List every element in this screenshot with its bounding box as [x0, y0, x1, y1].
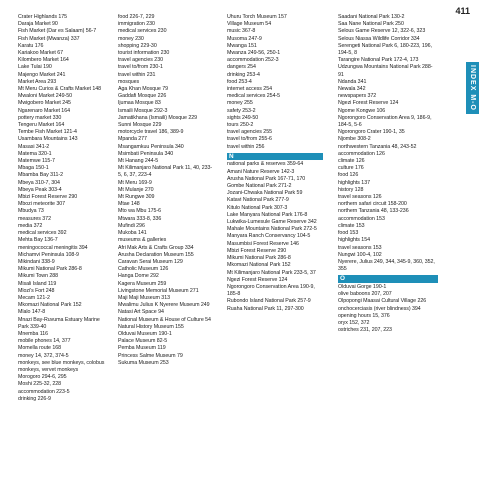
index-entry[interactable]: mobile phones 14, 377	[18, 338, 71, 345]
index-entry[interactable]: Mpanda 277	[118, 136, 147, 143]
index-column-3	[227, 14, 323, 313]
index-entry[interactable]: Mnemba 116	[18, 330, 49, 337]
index-entry[interactable]: Sunni Mosque 229	[118, 122, 162, 129]
index-entry[interactable]: medical services 254-5	[227, 93, 281, 100]
index-entry[interactable]: Mt Meru Curios & Crafts Market 148	[18, 86, 102, 93]
index-entry[interactable]: Afri Mak Arts & Crafts Group 334	[118, 244, 194, 251]
index-entry[interactable]: Mwalimu Julius K Nyerere Museum 249	[118, 302, 210, 309]
index-entry[interactable]: Karatu 176	[18, 42, 44, 49]
index-entry[interactable]: Mbozi meteorite 307	[18, 201, 66, 208]
index-entry[interactable]: medical services 230	[118, 28, 167, 35]
index-entry[interactable]: Gombe National Park 271-2	[227, 183, 292, 190]
index-entry[interactable]: Mbizi Forest Reserve 290	[227, 247, 287, 254]
index-entry[interactable]: accommodation 252-3	[227, 57, 279, 64]
index-entry[interactable]: National Museum & House of Culture 54	[118, 316, 211, 323]
index-entry[interactable]: Olduvai Gorge 190-1	[338, 283, 387, 290]
index-entry[interactable]: travel agencies 230	[118, 57, 163, 64]
index-entry[interactable]: Fish Market (Mwanza) 337	[18, 35, 80, 42]
index-entry[interactable]: Mbeya Peak 303-4	[18, 186, 62, 193]
index-entry[interactable]: Kitulo National Park 307-3	[227, 204, 288, 211]
index-entry[interactable]: media 372	[18, 222, 43, 229]
index-entry[interactable]: measures 372	[18, 215, 51, 222]
index-entry[interactable]: Njombe 308-2	[338, 136, 371, 143]
index-entry[interactable]: Saadani National Park 130-2	[338, 14, 405, 20]
index-entry[interactable]: travel agencies 255	[227, 129, 272, 136]
index-entry[interactable]: music 367-8	[227, 28, 256, 35]
index-entry[interactable]: Serengeti National Park 6, 180-223, 196, 194-5, 8	[338, 42, 432, 57]
index-entry[interactable]: Mt Mulanje 270	[118, 186, 154, 193]
index-entry[interactable]: Mt Kilimanjaro National Park 233-5, 37	[227, 269, 316, 276]
index-entry[interactable]: Matemwe 115-7	[18, 158, 55, 165]
index-entry[interactable]: museums & galleries	[118, 237, 167, 244]
index-entry[interactable]: Ngome Kongwe 106	[338, 107, 386, 114]
index-entry[interactable]: Mt Meru 169-9	[118, 179, 152, 186]
index-entry[interactable]: Masasi 341-2	[18, 143, 50, 150]
index-section-letter: N	[227, 153, 323, 161]
index-entry[interactable]: Momella route 168	[18, 345, 62, 352]
index-entry[interactable]: Mikumi Town 288	[18, 273, 59, 280]
index-entry[interactable]: northern Tanzania 48, 133-236	[338, 208, 409, 215]
index-entry[interactable]: Selous Niassa Wildlife Corridor 334	[338, 35, 420, 42]
index-entry[interactable]: national parks & reserves 359-64	[227, 161, 304, 168]
index-entry[interactable]: Mikindani 338-9	[18, 258, 55, 265]
index-entry[interactable]: Jozani-Chwaka National Park 59	[227, 190, 303, 197]
index-entry[interactable]: Sukuma Museum 253	[118, 359, 169, 366]
index-entry[interactable]: food 226-7, 229	[118, 14, 155, 20]
index-entry[interactable]: Tengeru Market 164	[18, 122, 65, 129]
index-entry[interactable]: Mnazi Bay-Ruvuma Estuary Marine Park 339-40	[18, 316, 100, 330]
index-entry[interactable]: Caravan Serai Museum 129	[118, 258, 183, 265]
index-entry[interactable]: history 128	[338, 186, 364, 193]
index-entry[interactable]: Olduvai Museum 190-1	[118, 330, 172, 337]
index-column-2	[118, 14, 214, 367]
index-side-tab[interactable]	[466, 62, 479, 114]
index-entry[interactable]: Msangamkuu Peninsula 340	[118, 143, 184, 150]
index-entry[interactable]: Mikumi National Park 286-8	[18, 266, 82, 273]
index-entry[interactable]: drinking 253-4	[227, 71, 260, 78]
index-entry[interactable]: ostriches 231, 207, 223	[338, 327, 392, 334]
index-entry[interactable]: travel within 231	[118, 71, 156, 78]
index-entry[interactable]: Mlozi's Fort 248	[18, 287, 55, 294]
index-entry[interactable]: Ndanda 341	[338, 78, 367, 85]
index-entry[interactable]: newspapers 372	[338, 93, 377, 100]
index-entry[interactable]: opening hours 15, 376	[338, 312, 390, 319]
index-entry[interactable]: highlights 137	[338, 179, 370, 186]
index-entry[interactable]: food 253-4	[227, 78, 252, 85]
index-entry[interactable]: Nyerere, Julius 249, 344, 345-9, 360, 352, 355	[338, 258, 435, 273]
index-entry[interactable]: highlights 154	[338, 237, 370, 244]
index-entry[interactable]: accommodation 126	[338, 150, 385, 157]
index-entry[interactable]: Matema 320-1	[18, 150, 52, 157]
index-entry[interactable]: Katavi National Park 277-9	[227, 197, 289, 204]
index-entry[interactable]: Manyara Ranch Conservancy 104-5	[227, 233, 311, 240]
index-entry[interactable]: money 230	[118, 35, 144, 42]
index-entry[interactable]: Mkomazi National Park 152	[18, 302, 82, 309]
index-section-letter: O	[338, 275, 438, 283]
index-entry[interactable]: Misali Island 119	[18, 280, 57, 287]
index-entry[interactable]: Mbudya 73	[18, 208, 44, 215]
index-entry[interactable]: Mbeya 310-7, 304	[18, 179, 60, 186]
index-entry[interactable]: sights 249-50	[227, 114, 259, 121]
index-entry[interactable]: Moshi 225-32, 228	[18, 381, 62, 388]
index-entry[interactable]: Amani Nature Reserve 142-3	[227, 168, 295, 175]
index-entry[interactable]: Hanga Dome 292	[118, 273, 159, 280]
index-entry[interactable]: Ngezi Forest Reserve 124	[338, 100, 399, 107]
index-entry[interactable]: Daraja Market 90	[18, 21, 58, 28]
index-entry[interactable]: dangers 254	[227, 64, 256, 71]
index-entry[interactable]: Ngorongoro Conservation Area 190-9, 185-8	[227, 283, 315, 298]
index-entry[interactable]: culture 176	[338, 165, 364, 172]
index-entry[interactable]: Mbizi Forest Reserve 290	[18, 194, 78, 201]
index-entry[interactable]: Village Museum 54	[227, 21, 272, 28]
index-entry[interactable]: Kariakoo Market 67	[18, 50, 64, 57]
index-entry[interactable]: Lake Tulai 190	[18, 64, 52, 71]
index-entry[interactable]: Nungwi 100-4, 102	[338, 251, 382, 258]
index-entry[interactable]: travel within 256	[227, 143, 265, 150]
index-entry[interactable]: Arusha National Park 167-71, 170	[227, 175, 306, 182]
index-entry[interactable]: Lukwika-Lumesule Game Reserve 342	[227, 219, 317, 226]
index-entry[interactable]: Natasi Art Space 94	[118, 309, 164, 316]
index-entry[interactable]: Kilombero Market 164	[18, 57, 69, 64]
index-entry[interactable]: Mtae 148	[118, 201, 140, 208]
index-column-1	[18, 14, 110, 403]
index-entry[interactable]: Ngarenaro Market 164	[18, 107, 70, 114]
index-entry[interactable]: Arusha Declaration Museum 155	[118, 251, 194, 258]
index-entry[interactable]: Mto wa Mbu 175-6	[118, 208, 162, 215]
side-tab-label: INDEX M-O	[469, 65, 476, 111]
index-entry[interactable]: Mtwara 333-8, 336	[118, 215, 162, 222]
index-entry[interactable]: Selous Game Reserve 12, 322-6, 323	[338, 28, 426, 35]
index-entry[interactable]: Gaddafi Mosque 226	[118, 93, 167, 100]
index-entry[interactable]: money 255	[227, 100, 253, 107]
index-entry[interactable]: pottery market 330	[18, 114, 62, 121]
index-entry[interactable]: climate 126	[338, 158, 365, 165]
index-entry[interactable]: Rubondo Island National Park 257-9	[227, 298, 311, 305]
index-entry[interactable]: Ngezi Forest Reserve 124	[227, 276, 288, 283]
index-entry[interactable]: safety 253-2	[227, 107, 256, 114]
index-entry[interactable]: Mlalo 147-8	[18, 309, 46, 316]
index-entry[interactable]: Pemba Museum 119	[118, 345, 166, 352]
index-entry[interactable]: Mecam 121-2	[18, 294, 50, 301]
index-entry[interactable]: tours 250-2	[227, 122, 254, 129]
index-entry[interactable]: Mbamba Bay 311-2	[18, 172, 64, 179]
index-entry[interactable]: Newala 342	[338, 86, 366, 93]
index-entry[interactable]: Mkomazi National Park 152	[227, 262, 291, 269]
index-entry[interactable]: accommodation 223-5	[18, 388, 70, 395]
index-entry[interactable]: Mukoba 141	[118, 230, 147, 237]
index-entry[interactable]: Aga Khan Mosque 79	[118, 86, 169, 93]
index-entry[interactable]: accommodation 153	[338, 215, 385, 222]
index-entry[interactable]: Natural History Museum 155	[118, 323, 184, 330]
index-entry[interactable]: oryx 152, 372	[338, 319, 370, 326]
index-entry[interactable]: Fish Market (Dar es Salaam) 56-7	[18, 28, 97, 35]
index-entry[interactable]: Udzungwa Mountains National Park 288-91	[338, 64, 433, 78]
index-entry[interactable]: Mt Rungwe 309	[118, 194, 155, 201]
index-entry[interactable]: Masumbisi Forest Reserve 146	[227, 240, 299, 247]
index-entry[interactable]: Morogoro 294-6, 295	[18, 374, 67, 381]
index-entry[interactable]: food 153	[338, 230, 359, 237]
index-entry[interactable]: Saa Nane National Park 250	[338, 21, 404, 28]
index-entry[interactable]: Mbaga 150-1	[18, 165, 49, 172]
index-entry[interactable]: Ruaha National Park 11, 297-300	[227, 305, 304, 312]
index-entry[interactable]: medical services 392	[18, 230, 67, 237]
index-entry[interactable]: Maji Maji Museum 313	[118, 294, 170, 301]
index-entry[interactable]: Princess Salme Museum 79	[118, 352, 183, 359]
index-entry[interactable]: Mahale Mountains National Park 272-5	[227, 226, 317, 233]
index-entry[interactable]: monkeys, see blue monkeys, colobus monkeys, vervet monkeys	[18, 359, 105, 373]
index-entry[interactable]: travel to/from 255-6	[227, 136, 272, 143]
index-entry[interactable]: Kagera Museum 259	[118, 280, 167, 287]
index-entry[interactable]: motorcycle travel 186, 389-9	[118, 129, 184, 136]
index-entry[interactable]: Livingstone Memorial Museum 271	[118, 287, 199, 294]
index-entry[interactable]: Ijumaa Mosque 83	[118, 100, 161, 107]
index-entry[interactable]: Ismaili Mosque 292-3	[118, 107, 168, 114]
index-entry[interactable]: mosques	[118, 78, 140, 85]
index-entry[interactable]: Lake Manyara National Park 176-8	[227, 211, 308, 218]
index-entry[interactable]: Musoma 247-9	[227, 35, 262, 42]
index-entry[interactable]: olive baboons 207, 207	[338, 291, 392, 298]
index-entry[interactable]: Tarangire National Park 172-4, 173	[338, 57, 419, 64]
index-entry[interactable]: Mwaloni Market 249-50	[18, 93, 73, 100]
index-entry[interactable]: Mt Kilimanjaro National Park 11, 40, 233-5, 6, 37, 223-4	[118, 165, 213, 179]
index-entry[interactable]: Uhuru Torch Museum 157	[227, 14, 287, 20]
index-entry[interactable]: Crater Highlands 175	[18, 14, 68, 20]
index-entry[interactable]: northern safari circuit 158-200	[338, 201, 407, 208]
index-entry[interactable]: Mwanga 151	[227, 42, 257, 49]
index-entry[interactable]: Palace Museum 82-5	[118, 338, 168, 345]
index-entry[interactable]: travel seasons 126	[338, 194, 382, 201]
index-entry[interactable]: Mehta Bay 136-7	[18, 237, 58, 244]
index-entry[interactable]: tourist information 230	[118, 50, 170, 57]
index-entry[interactable]: Ngorongoro Conservation Area 9, 186-9, 184-5, 5-6	[338, 114, 432, 129]
index-entry[interactable]: Mufindi 296	[118, 222, 145, 229]
index-entry[interactable]: meningococcal meningitis 394	[18, 244, 88, 251]
index-column-4	[338, 14, 438, 334]
index-entry[interactable]: Usambara Mountains 143	[18, 136, 78, 143]
index-entry[interactable]: shopping 229-30	[118, 42, 157, 49]
index-entry[interactable]: food 126	[338, 172, 359, 179]
index-entry[interactable]: travel seasons 153	[338, 244, 382, 251]
index-entry[interactable]: Mwigobero Market 245	[18, 100, 71, 107]
index-entry[interactable]: Market Area 293	[18, 78, 57, 85]
index-entry[interactable]: Olpopongi Maasai Cultural Village 226	[338, 298, 427, 305]
index-entry[interactable]: Mikumi National Park 286-8	[227, 255, 291, 262]
index-entry[interactable]: money 14, 372, 374-5	[18, 352, 69, 359]
index-entry[interactable]: onchocerciasis (river blindness) 394	[338, 305, 421, 312]
index-entry[interactable]: Jamatikhana (Ismaili) Mosque 229	[118, 114, 198, 121]
index-entry[interactable]: internet access 254	[227, 86, 272, 93]
index-entry[interactable]: Michamvi Peninsula 108-9	[18, 251, 79, 258]
index-entry[interactable]: Majengo Market 241	[18, 71, 66, 78]
index-entry[interactable]: Msimbati Peninsula 340	[118, 150, 174, 157]
index-entry[interactable]: Mt Hanang 244-5	[118, 158, 159, 165]
index-entry[interactable]: travel to/from 230-1	[118, 64, 163, 71]
index-entry[interactable]: Mwanza 249-56, 250-1	[227, 50, 281, 57]
page-number: 411	[455, 6, 470, 16]
index-entry[interactable]: Catholic Museum 126	[118, 266, 169, 273]
index-entry[interactable]: immigration 230	[118, 21, 155, 28]
index-entry[interactable]: Ngorongoro Crater 190-1, 35	[338, 129, 405, 136]
index-entry[interactable]: northwestern Tanzania 48, 243-52	[338, 143, 417, 150]
index-entry[interactable]: drinking 226-9	[18, 395, 51, 402]
index-entry[interactable]: climate 153	[338, 222, 365, 229]
index-entry[interactable]: Tembe Fish Market 121-4	[18, 129, 77, 136]
